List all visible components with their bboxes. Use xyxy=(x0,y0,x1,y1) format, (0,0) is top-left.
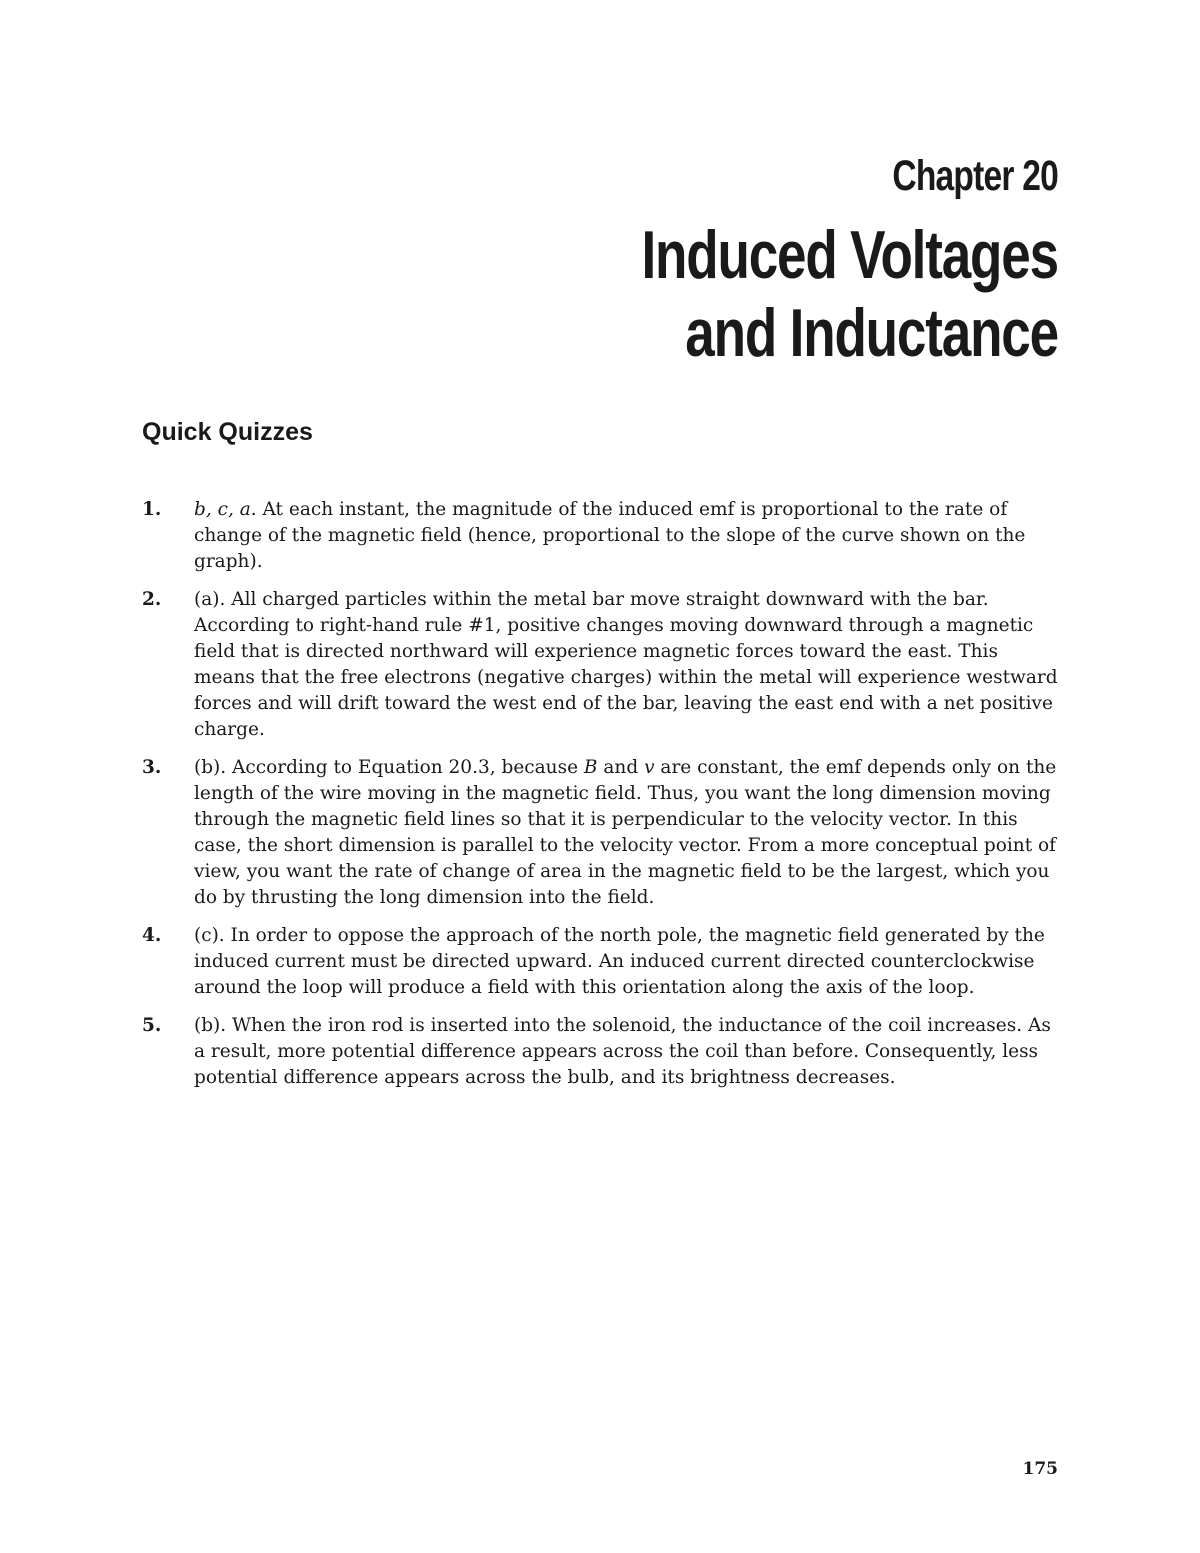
page-number: 175 xyxy=(1022,1459,1058,1479)
quiz-answer-list xyxy=(142,497,1062,1103)
chapter-title xyxy=(642,216,1058,372)
quiz-body-part-3: are constant, the emf depends only on the length of the wire moving in the magnetic field. Thus, you want the long dimension moving through the magnetic field lines so that it is perpendicular to the velocity vector. In this case, the short dimension is parallel to the velocity vector. From a more conceptual point of view, you want the rate of change of area in the magnetic field to be the largest, which you do by thrusting the long dimension into the field. xyxy=(194,757,1057,908)
quiz-body: . At each instant, the magnitude of the induced emf is proportional to the rate of change of the magnetic field (hence, proportional to the slope of the curve shown on the graph). xyxy=(194,499,1026,572)
chapter-header xyxy=(524,150,1058,372)
quiz-answer-5 xyxy=(142,1013,1062,1091)
variable-v: v xyxy=(644,757,655,778)
quiz-answer-1 xyxy=(142,497,1062,575)
quiz-text: (b). When the iron rod is inserted into the solenoid, the inductance of the coil increases. As a result, more potential difference appears across the coil than before. Consequently, less potential difference appears across the bulb, and its brightness decreases. xyxy=(194,1015,1051,1088)
section-heading: Quick Quizzes xyxy=(142,418,313,446)
quiz-number: 3. xyxy=(142,757,162,778)
chapter-title-line-1: Induced Voltages xyxy=(641,217,1058,293)
variable-B: B xyxy=(583,757,598,778)
quiz-body-part-1: (b). According to Equation 20.3, because xyxy=(194,757,584,778)
quiz-number: 4. xyxy=(142,925,162,946)
chapter-label: Chapter 20 xyxy=(892,152,1058,200)
quiz-lead-italic: b, c, a xyxy=(194,499,251,520)
quiz-number: 5. xyxy=(142,1015,162,1036)
quiz-text: (c). In order to oppose the approach of the north pole, the magnetic field generated by the induced current must be directed upward. An induced current directed counterclockwise around the loop will produce a field with this orientation along the axis of the loop. xyxy=(194,925,1045,998)
quiz-body-part-2: and xyxy=(597,757,645,778)
quiz-number: 1. xyxy=(142,499,162,520)
quiz-answer-4 xyxy=(142,923,1062,1001)
quiz-text xyxy=(194,757,1056,908)
quiz-text xyxy=(194,499,1025,572)
quiz-text: (a). All charged particles within the metal bar move straight downward with the bar. According to right-hand rule #1, positive changes moving downward through a magnetic field that is directed northward will experience magnetic forces toward the east. This means that the free electrons (negative charges) within the metal will experience westward forces and will drift toward the west end of the bar, leaving the east end with a net positive charge. xyxy=(194,589,1058,740)
chapter-title-line-2: and Inductance xyxy=(685,295,1058,371)
quiz-number: 2. xyxy=(142,589,162,610)
quiz-answer-2 xyxy=(142,587,1062,743)
quiz-answer-3 xyxy=(142,755,1062,911)
